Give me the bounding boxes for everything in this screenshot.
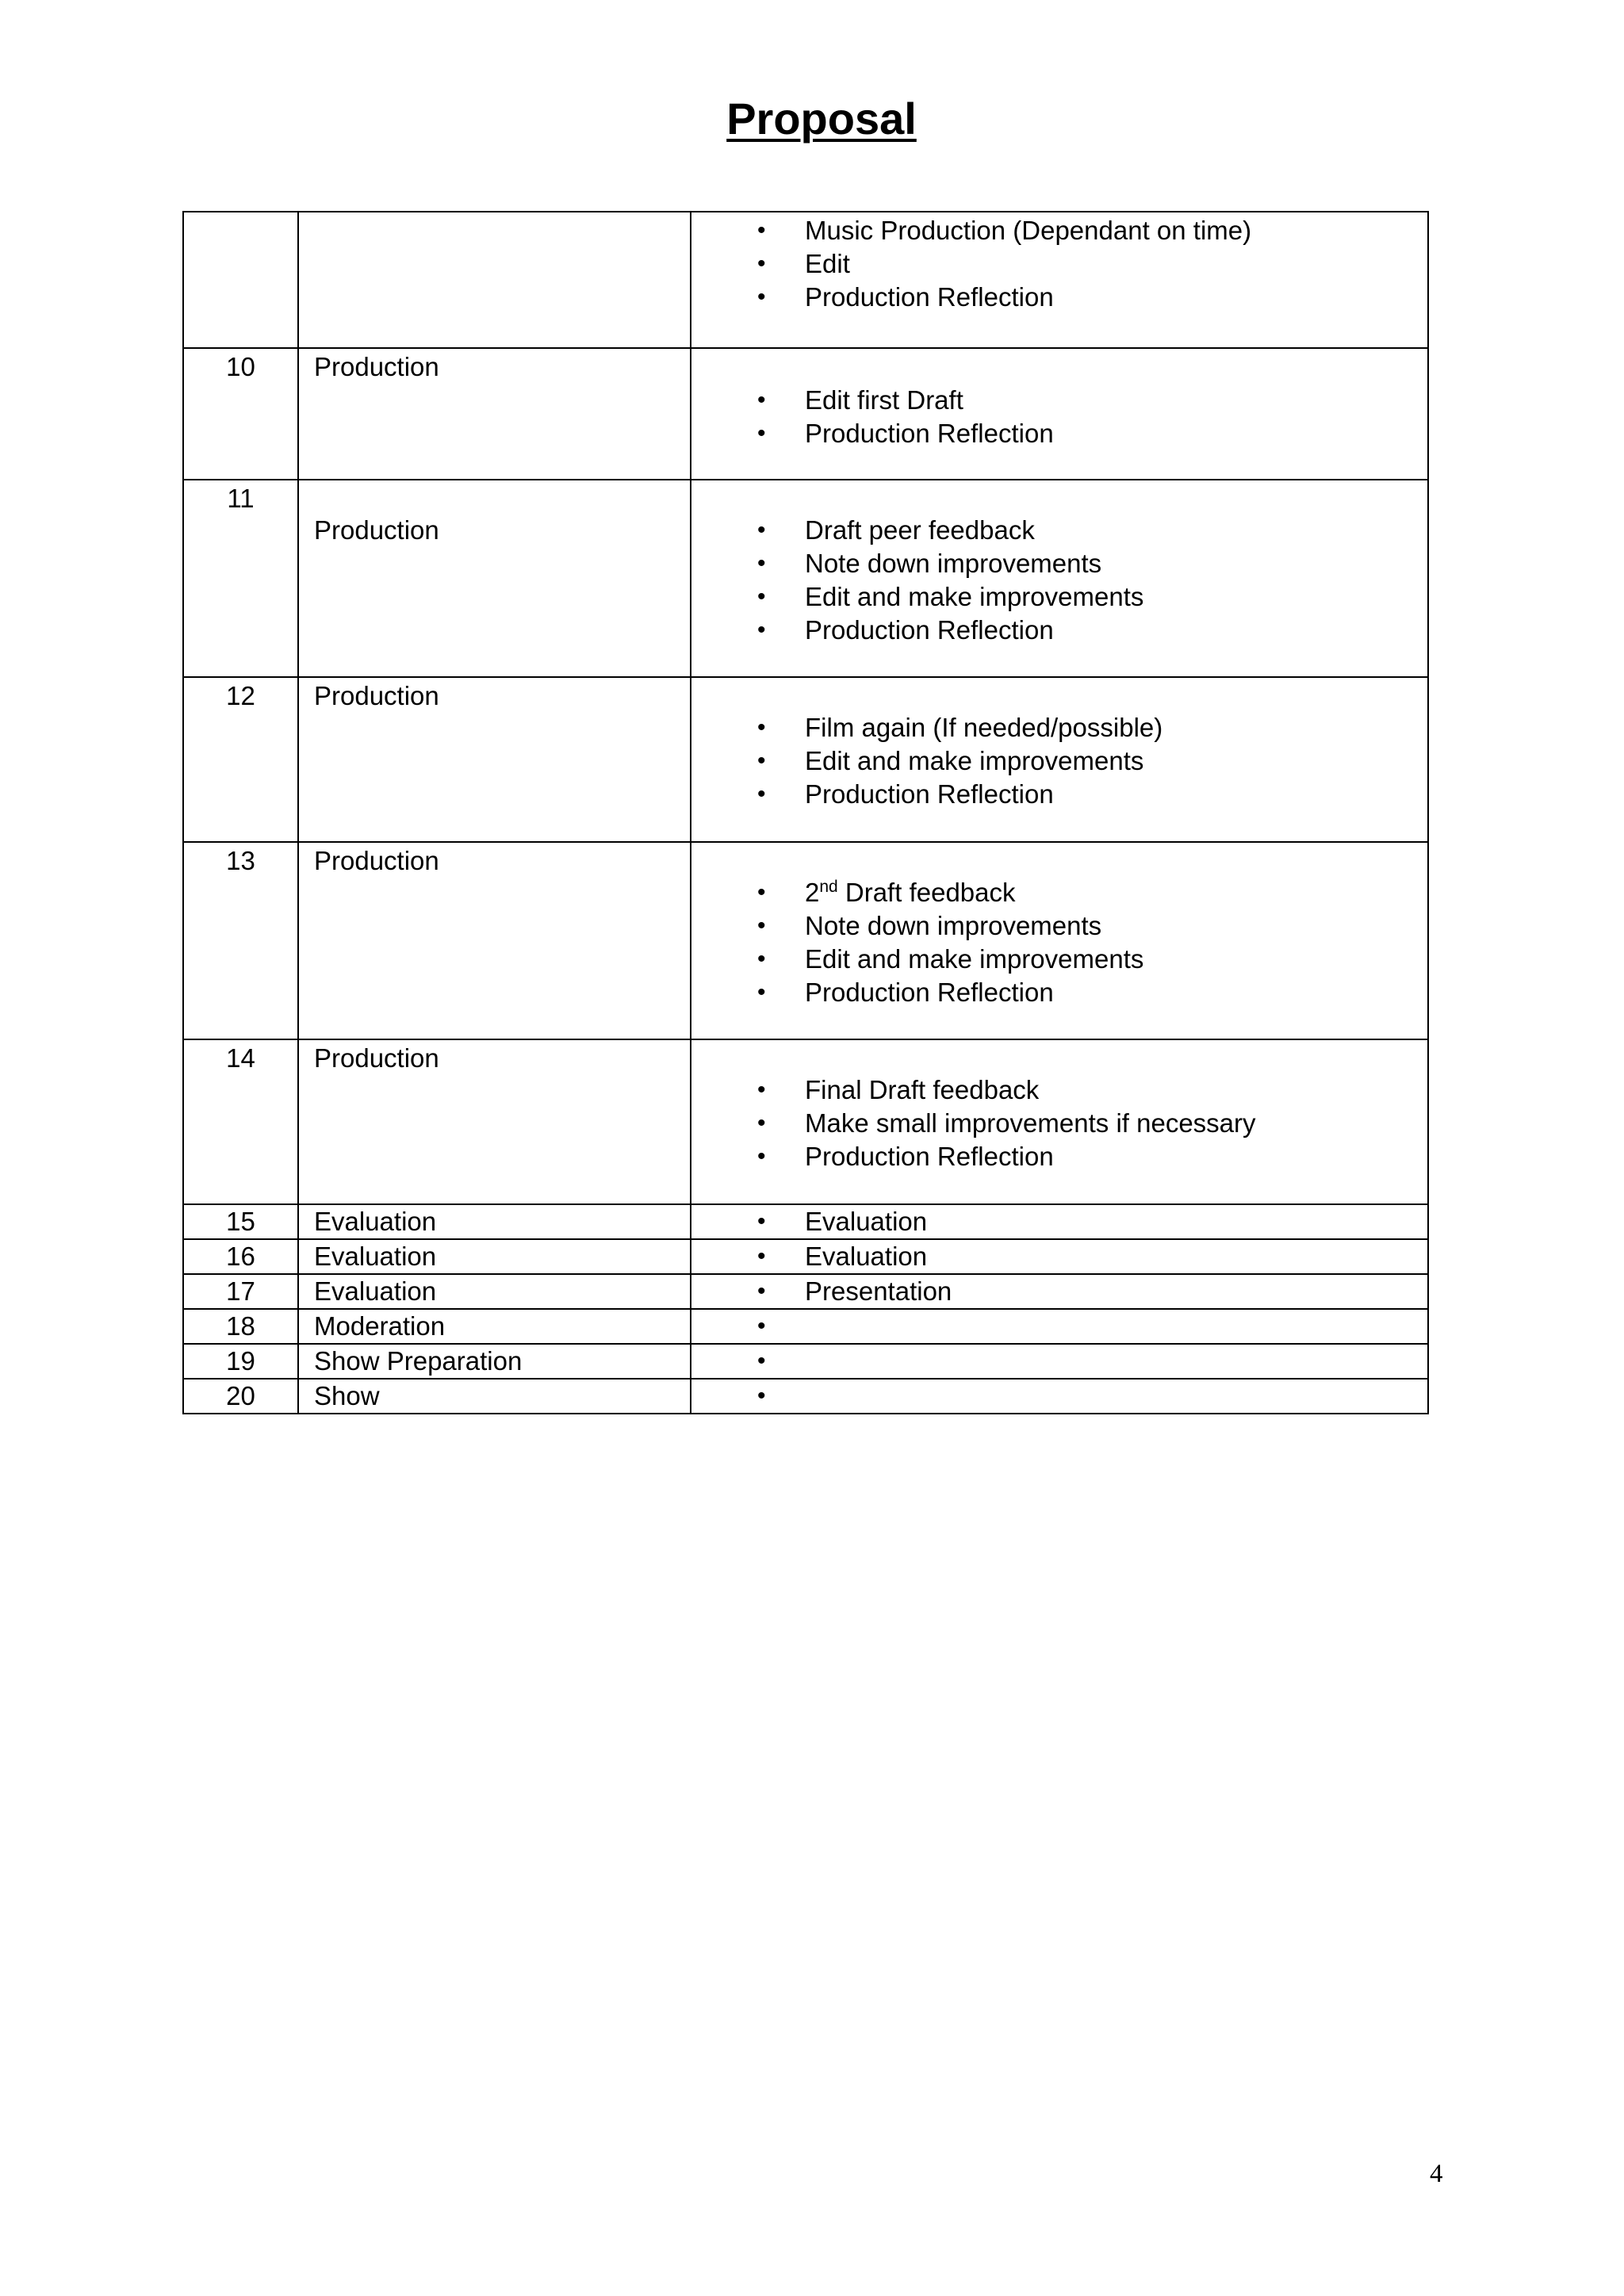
- table-row: [183, 1379, 1428, 1414]
- stage-cell: Evaluation: [298, 1204, 691, 1239]
- list-item: [757, 580, 1427, 614]
- task-text: Edit and make improvements: [805, 746, 1144, 775]
- bullet-icon: •: [757, 1143, 766, 1169]
- tasks-cell: [691, 212, 1428, 348]
- list-item: [757, 214, 1427, 247]
- week-cell: 20: [183, 1379, 298, 1414]
- table-row: [183, 1239, 1428, 1274]
- task-text-num: 2: [805, 878, 820, 907]
- list-item: [757, 711, 1427, 744]
- tasks-cell: [691, 1379, 1428, 1414]
- task-text: Production Reflection: [805, 282, 1054, 312]
- tasks-cell: [691, 1309, 1428, 1344]
- list-item: [757, 247, 1427, 281]
- task-list: [691, 1240, 1427, 1273]
- task-list: [691, 876, 1427, 1009]
- schedule-table: [182, 211, 1429, 1414]
- task-text: Evaluation: [805, 1207, 928, 1236]
- task-text: Edit and make improvements: [805, 582, 1144, 611]
- task-text: Edit and make improvements: [805, 944, 1144, 974]
- task-text: Note down improvements: [805, 549, 1102, 578]
- list-item: [757, 778, 1427, 811]
- task-list: [691, 514, 1427, 647]
- task-text: Edit first Draft: [805, 385, 963, 415]
- week-cell: 12: [183, 677, 298, 842]
- stage-cell: Production: [298, 480, 691, 677]
- bullet-icon: •: [757, 748, 766, 774]
- task-text: Note down improvements: [805, 911, 1102, 940]
- stage-cell: Evaluation: [298, 1274, 691, 1309]
- bullet-icon: •: [757, 1077, 766, 1103]
- list-item: [757, 976, 1427, 1009]
- list-item: [757, 1240, 1427, 1273]
- ordinal-suffix: nd: [819, 878, 838, 896]
- week-cell: 10: [183, 348, 298, 480]
- table-row: [183, 1309, 1428, 1344]
- bullet-icon: •: [757, 879, 766, 905]
- list-item: [757, 417, 1427, 450]
- table-row: [183, 1204, 1428, 1239]
- task-text: Draft peer feedback: [805, 515, 1035, 545]
- list-item: [757, 909, 1427, 943]
- stage-cell: Production: [298, 677, 691, 842]
- bullet-icon: •: [757, 517, 766, 543]
- list-item: [757, 876, 1427, 909]
- bullet-icon: •: [757, 714, 766, 740]
- stage-cell: [298, 212, 691, 348]
- list-item: [757, 943, 1427, 976]
- stage-cell: Production: [298, 1039, 691, 1204]
- task-text: Final Draft feedback: [805, 1075, 1040, 1104]
- bullet-icon: •: [757, 1110, 766, 1136]
- task-list: [691, 1205, 1427, 1238]
- bullet-icon: •: [757, 584, 766, 610]
- week-cell: 13: [183, 842, 298, 1039]
- task-list: [691, 214, 1427, 314]
- list-item: [757, 744, 1427, 778]
- bullet-icon: •: [757, 251, 766, 277]
- bullet-icon: •: [757, 1278, 766, 1304]
- task-text: Make small improvements if necessary: [805, 1108, 1256, 1138]
- page-number: 4: [1430, 2160, 1443, 2188]
- stage-cell: Production: [298, 842, 691, 1039]
- task-text: Edit: [805, 249, 850, 278]
- table-row: [183, 1039, 1428, 1204]
- stage-cell: Show: [298, 1379, 691, 1414]
- list-item: [757, 1205, 1427, 1238]
- stage-cell: Production: [298, 348, 691, 480]
- tasks-cell: [691, 1204, 1428, 1239]
- task-text: Production Reflection: [805, 615, 1054, 645]
- week-cell: 14: [183, 1039, 298, 1204]
- list-item: [757, 547, 1427, 580]
- week-cell: 18: [183, 1309, 298, 1344]
- task-text: Music Production (Dependant on time): [805, 216, 1252, 245]
- stage-cell: Show Preparation: [298, 1344, 691, 1379]
- week-cell: 17: [183, 1274, 298, 1309]
- bullet-icon: •: [757, 550, 766, 576]
- task-text: Evaluation: [805, 1242, 928, 1271]
- list-item: [757, 1073, 1427, 1107]
- bullet-icon: •: [757, 387, 766, 413]
- bullet-icon: •: [757, 1313, 766, 1339]
- week-cell: 16: [183, 1239, 298, 1274]
- table-row: [183, 842, 1428, 1039]
- list-item: [757, 614, 1427, 647]
- bullet-icon: •: [757, 979, 766, 1005]
- tasks-cell: [691, 1274, 1428, 1309]
- table-row: [183, 1274, 1428, 1309]
- table-row: [183, 348, 1428, 480]
- task-text: Production Reflection: [805, 978, 1054, 1007]
- page-title: Proposal: [726, 94, 917, 144]
- week-cell: [183, 212, 298, 348]
- tasks-cell: [691, 348, 1428, 480]
- task-list: [691, 1073, 1427, 1173]
- table-row: [183, 212, 1428, 348]
- tasks-cell: [691, 480, 1428, 677]
- task-text: Draft feedback: [837, 878, 1016, 907]
- week-cell: 15: [183, 1204, 298, 1239]
- bullet-icon: •: [757, 1208, 766, 1234]
- task-list: [691, 384, 1427, 450]
- bullet-icon: •: [757, 284, 766, 310]
- task-text: Presentation: [805, 1276, 952, 1306]
- list-item: [757, 384, 1427, 417]
- task-text: Film again (If needed/possible): [805, 713, 1163, 742]
- tasks-cell: [691, 1344, 1428, 1379]
- tasks-cell: [691, 677, 1428, 842]
- task-list: [691, 1275, 1427, 1308]
- list-item: [757, 1140, 1427, 1173]
- bullet-icon: •: [757, 913, 766, 939]
- stage-cell: Moderation: [298, 1309, 691, 1344]
- week-cell: 11: [183, 480, 298, 677]
- task-text: Production Reflection: [805, 1142, 1054, 1171]
- table-row: [183, 677, 1428, 842]
- bullet-icon: •: [757, 1383, 766, 1409]
- tasks-cell: [691, 1039, 1428, 1204]
- bullet-icon: •: [757, 420, 766, 446]
- tasks-cell: [691, 842, 1428, 1039]
- list-item: [757, 514, 1427, 547]
- table-row: [183, 480, 1428, 677]
- bullet-icon: •: [757, 617, 766, 643]
- task-list: [691, 711, 1427, 811]
- bullet-icon: •: [757, 217, 766, 243]
- task-text: Production Reflection: [805, 419, 1054, 448]
- bullet-icon: •: [757, 1243, 766, 1269]
- bullet-icon: •: [757, 1348, 766, 1374]
- list-item: [757, 1275, 1427, 1308]
- bullet-icon: •: [757, 946, 766, 972]
- table-row: [183, 1344, 1428, 1379]
- list-item: [757, 1107, 1427, 1140]
- task-text: Production Reflection: [805, 779, 1054, 809]
- tasks-cell: [691, 1239, 1428, 1274]
- stage-cell: Evaluation: [298, 1239, 691, 1274]
- list-item: [757, 281, 1427, 314]
- week-cell: 19: [183, 1344, 298, 1379]
- bullet-icon: •: [757, 781, 766, 807]
